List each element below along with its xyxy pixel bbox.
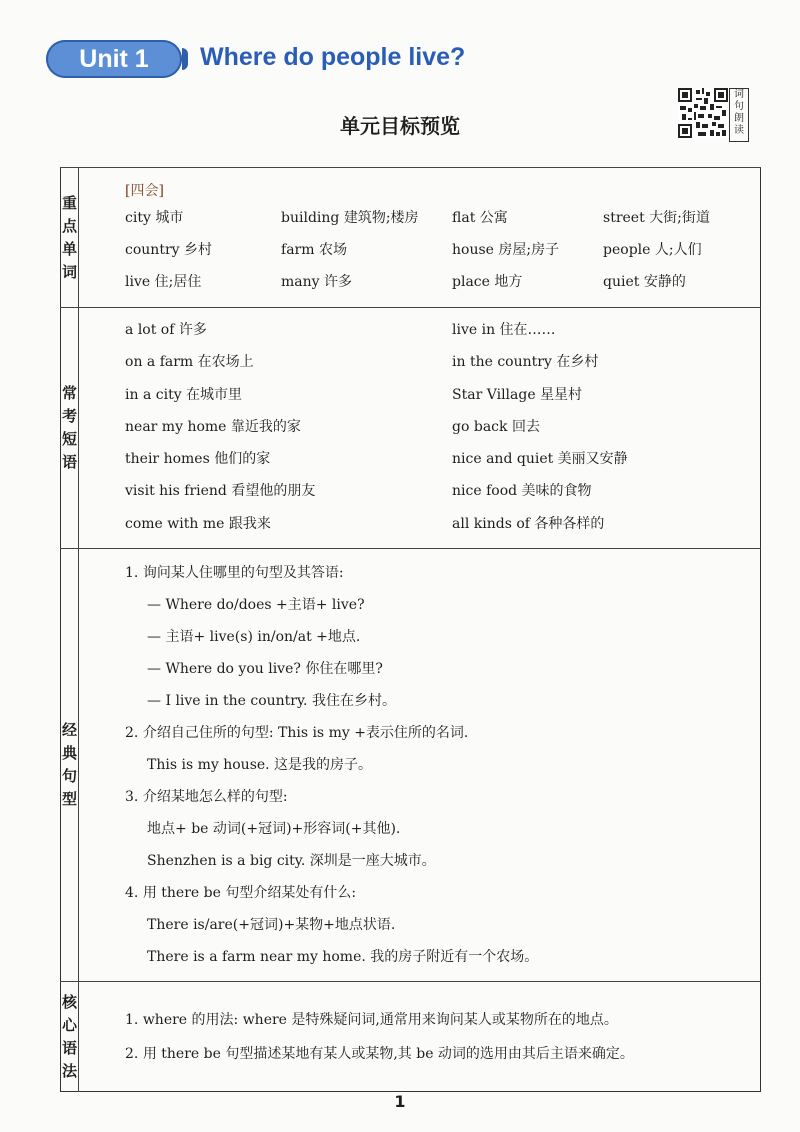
vocab-word: flat 公寓 bbox=[452, 209, 508, 226]
phrase-item: come with me 跟我来 bbox=[125, 515, 271, 532]
page-number: 1 bbox=[394, 1092, 406, 1111]
unit-label: Unit 1 bbox=[79, 44, 149, 73]
sentence-heading: 3. 介绍某地怎么样的句型: bbox=[125, 789, 288, 806]
phrase-item: nice food 美味的食物 bbox=[452, 483, 592, 500]
phrase-item: in the country 在乡村 bbox=[452, 354, 599, 371]
sentence-list bbox=[125, 549, 752, 981]
vocab-word: street 大街;街道 bbox=[603, 209, 710, 226]
phrases-grid bbox=[125, 308, 752, 548]
vocab-word: quiet 安静的 bbox=[603, 273, 686, 290]
grammar-line: 1. where 的用法: where 是特殊疑问词,通常用来询问某人或某物所在的地点。 bbox=[125, 1011, 618, 1028]
phrase-item: go back 回去 bbox=[452, 418, 540, 435]
vocab-word: people 人;人们 bbox=[603, 241, 702, 258]
vocab-category: 重 点 单 词 bbox=[61, 168, 79, 308]
sentence-heading: 1. 询问某人住哪里的句型及其答语: bbox=[125, 565, 344, 582]
sentence-line: — Where do you live? 你住在哪里? bbox=[147, 661, 383, 678]
sentence-line: There is a farm near my home. 我的房子附近有一个农场。 bbox=[147, 949, 539, 966]
phrase-item: their homes 他们的家 bbox=[125, 451, 271, 468]
grammar-category: 核 心 语 法 bbox=[61, 982, 79, 1092]
phrase-item: near my home 靠近我的家 bbox=[125, 418, 301, 435]
qr-label: 词 句 朗 读 bbox=[729, 88, 749, 142]
vocab-word: house 房屋;房子 bbox=[452, 241, 560, 258]
sentences-row bbox=[61, 549, 761, 982]
vocab-word: many 许多 bbox=[281, 273, 353, 290]
grammar-list bbox=[125, 997, 752, 1077]
sentence-line: Shenzhen is a big city. 深圳是一座大城市。 bbox=[147, 853, 436, 870]
vocab-word: live 住;居住 bbox=[125, 273, 202, 290]
grammar-row bbox=[61, 982, 761, 1092]
phrase-item: in a city 在城市里 bbox=[125, 386, 243, 403]
sentence-line: 地点+ be 动词(+冠词)+形容词(+其他). bbox=[147, 821, 401, 838]
vocab-word: building 建筑物;楼房 bbox=[281, 209, 419, 226]
vocab-grid bbox=[125, 202, 752, 298]
phrase-item: Star Village 星星村 bbox=[452, 386, 583, 403]
vocab-row bbox=[61, 168, 761, 308]
sentences-category: 经 典 句 型 bbox=[61, 549, 79, 982]
sentence-line: — Where do/does +主语+ live? bbox=[147, 597, 365, 614]
vocab-word: place 地方 bbox=[452, 273, 523, 290]
sentence-line: — I live in the country. 我住在乡村。 bbox=[147, 693, 396, 710]
sentence-heading: 4. 用 there be 句型介绍某处有什么: bbox=[125, 885, 357, 902]
sentence-line: This is my house. 这是我的房子。 bbox=[147, 757, 373, 774]
grammar-line: 2. 用 there be 句型描述某地有某人或某物,其 be 动词的选用由其后主语来确定。 bbox=[125, 1045, 634, 1062]
phrases-row bbox=[61, 308, 761, 549]
sentence-heading: 2. 介绍自己住所的句型: This is my +表示住所的名词. bbox=[125, 725, 469, 742]
vocab-word: city 城市 bbox=[125, 209, 184, 226]
phrase-item: nice and quiet 美丽又安静 bbox=[452, 451, 628, 468]
phrase-item: all kinds of 各种各样的 bbox=[452, 515, 605, 532]
vocab-word: farm 农场 bbox=[281, 241, 347, 258]
section-title: 单元目标预览 bbox=[340, 114, 460, 138]
qr-code-icon[interactable] bbox=[678, 88, 728, 138]
phrases-category: 常 考 短 语 bbox=[61, 308, 79, 549]
vocab-word: country 乡村 bbox=[125, 241, 212, 258]
vocab-tag: [四会] bbox=[125, 182, 164, 199]
unit-preview-table bbox=[60, 167, 761, 1092]
unit-badge bbox=[46, 40, 182, 78]
phrase-item: live in 住在…… bbox=[452, 322, 556, 338]
phrase-item: on a farm 在农场上 bbox=[125, 354, 254, 371]
sentence-line: There is/are(+冠词)+某物+地点状语. bbox=[147, 917, 396, 934]
phrase-item: a lot of 许多 bbox=[125, 322, 207, 338]
unit-title: Where do people live? bbox=[200, 43, 466, 71]
phrase-item: visit his friend 看望他的朋友 bbox=[125, 483, 316, 500]
sentence-line: — 主语+ live(s) in/on/at +地点. bbox=[147, 629, 361, 646]
